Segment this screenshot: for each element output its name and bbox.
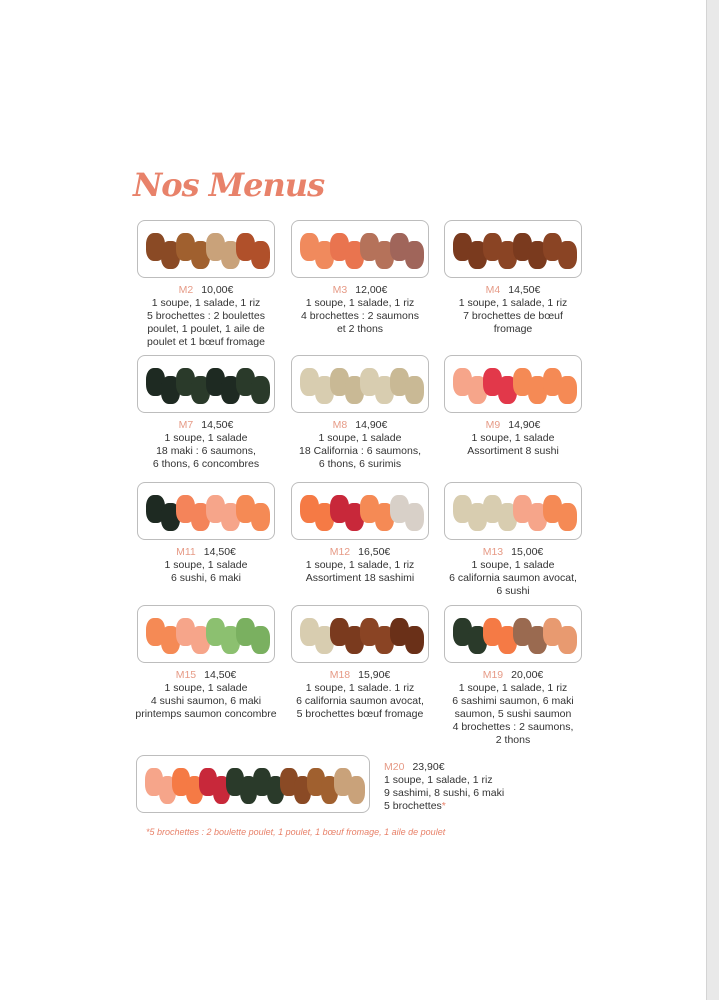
menu-line: 1 soupe, 1 salade, 1 riz xyxy=(151,297,261,309)
menu-code: M19 xyxy=(482,669,504,681)
food-piece xyxy=(558,241,577,269)
menu-code: M15 xyxy=(175,669,197,681)
menu-line: 18 maki : 6 saumons, xyxy=(156,445,256,457)
menu-code: M8 xyxy=(332,419,348,431)
menu-card-m3 xyxy=(285,220,435,336)
footnote: *5 brochettes : 2 boulette poulet, 1 poulet, 1 bœuf fromage, 1 aile de poulet xyxy=(146,827,446,837)
menu-image xyxy=(137,355,275,413)
menu-price: 23,90€ xyxy=(412,761,445,773)
menu-card-m18 xyxy=(285,605,435,721)
menu-line: 1 soupe, 1 salade, 1 riz xyxy=(384,774,493,786)
menu-line: 1 soupe, 1 salade xyxy=(164,432,248,444)
menu-text xyxy=(438,546,588,598)
menu-text-m20 xyxy=(384,761,504,813)
menu-image xyxy=(137,605,275,663)
menu-line: fromage xyxy=(493,323,533,335)
menu-image xyxy=(137,220,275,278)
menu-image xyxy=(444,605,582,663)
menu-card-m15 xyxy=(131,605,281,721)
menu-text xyxy=(131,669,281,721)
food-piece xyxy=(348,776,366,804)
menu-line: 4 sushi saumon, 6 maki xyxy=(150,695,262,707)
menu-line: 1 soupe, 1 salade xyxy=(318,432,402,444)
food-piece xyxy=(405,503,424,531)
menu-code: M2 xyxy=(178,284,194,296)
menu-price: 14,50€ xyxy=(204,669,237,681)
menu-code: M12 xyxy=(329,546,351,558)
menu-line: 6 california saumon avocat, xyxy=(296,695,424,707)
menu-image xyxy=(444,220,582,278)
menu-text xyxy=(285,419,435,471)
menu-price: 15,90€ xyxy=(358,669,391,681)
menu-price: 20,00€ xyxy=(511,669,544,681)
menu-code: M9 xyxy=(485,419,501,431)
menu-price: 12,00€ xyxy=(355,284,388,296)
menu-line: 5 brochettes xyxy=(384,800,442,812)
menu-image xyxy=(291,482,429,540)
menu-text xyxy=(438,284,588,336)
food-piece xyxy=(405,376,424,404)
menu-text xyxy=(285,546,435,585)
menu-card-m11 xyxy=(131,482,281,585)
food-piece xyxy=(251,626,270,654)
menu-price: 15,00€ xyxy=(511,546,544,558)
menu-card-m13 xyxy=(438,482,588,598)
menu-line: poulet, 1 poulet, 1 aile de xyxy=(147,323,265,335)
menu-card-m7 xyxy=(131,355,281,471)
menu-line: 5 brochettes bœuf fromage xyxy=(296,708,424,720)
menu-card-m20 xyxy=(136,755,370,813)
food-piece xyxy=(251,241,270,269)
menu-line: 1 soupe, 1 salade, 1 riz xyxy=(305,559,415,571)
menu-card-m9 xyxy=(438,355,588,458)
menu-line: printemps saumon concombre xyxy=(135,708,277,720)
menu-line: 7 brochettes de bœuf xyxy=(463,310,563,322)
menu-card-m19 xyxy=(438,605,588,747)
menu-line: 1 soupe, 1 salade xyxy=(471,559,555,571)
menu-card-m12 xyxy=(285,482,435,585)
menu-line: Assortiment 8 sushi xyxy=(467,445,559,457)
menu-line: 1 soupe, 1 salade xyxy=(164,682,248,694)
food-piece xyxy=(558,503,577,531)
food-piece xyxy=(558,626,577,654)
menu-line: 18 California : 6 saumons, xyxy=(299,445,421,457)
menu-line: 1 soupe, 1 salade xyxy=(164,559,248,571)
menu-card-m2 xyxy=(131,220,281,349)
menu-line: 1 soupe, 1 salade, 1 riz xyxy=(305,297,415,309)
menu-price: 14,90€ xyxy=(508,419,541,431)
food-piece xyxy=(405,626,424,654)
menu-line: 1 soupe, 1 salade, 1 riz xyxy=(458,297,568,309)
menu-line: 6 sashimi saumon, 6 maki xyxy=(452,695,574,707)
menu-card-m8 xyxy=(285,355,435,471)
food-piece xyxy=(251,376,270,404)
menu-line: 1 soupe, 1 salade xyxy=(471,432,555,444)
menu-image xyxy=(136,755,370,813)
menu-line: poulet et 1 bœuf fromage xyxy=(147,336,265,348)
menu-line: 6 california saumon avocat, xyxy=(449,572,577,584)
menu-code: M11 xyxy=(176,546,196,558)
menu-price: 14,90€ xyxy=(355,419,388,431)
menu-card-m4 xyxy=(438,220,588,336)
footnote-marker: * xyxy=(441,800,446,812)
menu-line: 9 sashimi, 8 sushi, 6 maki xyxy=(384,787,505,799)
menu-text xyxy=(131,546,281,585)
menu-text xyxy=(285,669,435,721)
menu-line: 6 thons, 6 surimis xyxy=(318,458,402,470)
menu-image xyxy=(444,355,582,413)
menu-text xyxy=(438,419,588,458)
menu-code: M18 xyxy=(329,669,351,681)
menu-line: 2 thons xyxy=(495,734,531,746)
menu-image xyxy=(137,482,275,540)
food-piece xyxy=(405,241,424,269)
menu-line: 5 brochettes : 2 boulettes xyxy=(147,310,265,322)
menu-price: 14,50€ xyxy=(203,546,236,558)
food-piece xyxy=(251,503,270,531)
menu-code: M7 xyxy=(178,419,194,431)
menu-image xyxy=(444,482,582,540)
menu-text xyxy=(131,284,281,349)
menu-line: 1 soupe, 1 salade. 1 riz xyxy=(305,682,415,694)
menu-line: et 2 thons xyxy=(336,323,384,335)
menu-line: saumon, 5 sushi saumon xyxy=(454,708,572,720)
menu-line: 6 sushi xyxy=(496,585,530,597)
menu-price: 14,50€ xyxy=(508,284,541,296)
menu-text xyxy=(438,669,588,747)
menu-text xyxy=(285,284,435,336)
menu-text xyxy=(131,419,281,471)
menu-line: 4 brochettes : 2 saumons xyxy=(301,310,419,322)
menu-image xyxy=(291,605,429,663)
menu-line: 6 sushi, 6 maki xyxy=(170,572,242,584)
menu-line: Assortiment 18 sashimi xyxy=(305,572,415,584)
menu-code: M3 xyxy=(332,284,348,296)
menu-image xyxy=(291,355,429,413)
menu-code: M4 xyxy=(485,284,501,296)
menu-code: M13 xyxy=(482,546,504,558)
menu-line: 1 soupe, 1 salade, 1 riz xyxy=(458,682,568,694)
menu-code: M20 xyxy=(384,761,405,773)
menu-image xyxy=(291,220,429,278)
page-edge xyxy=(706,0,719,1000)
menu-line: 6 thons, 6 concombres xyxy=(152,458,260,470)
menu-price: 14,50€ xyxy=(201,419,234,431)
menu-price: 16,50€ xyxy=(358,546,391,558)
food-piece xyxy=(558,376,577,404)
menu-price: 10,00€ xyxy=(201,284,234,296)
menu-line: 4 brochettes : 2 saumons, xyxy=(452,721,574,733)
page-title: Nos Menus xyxy=(133,166,325,204)
